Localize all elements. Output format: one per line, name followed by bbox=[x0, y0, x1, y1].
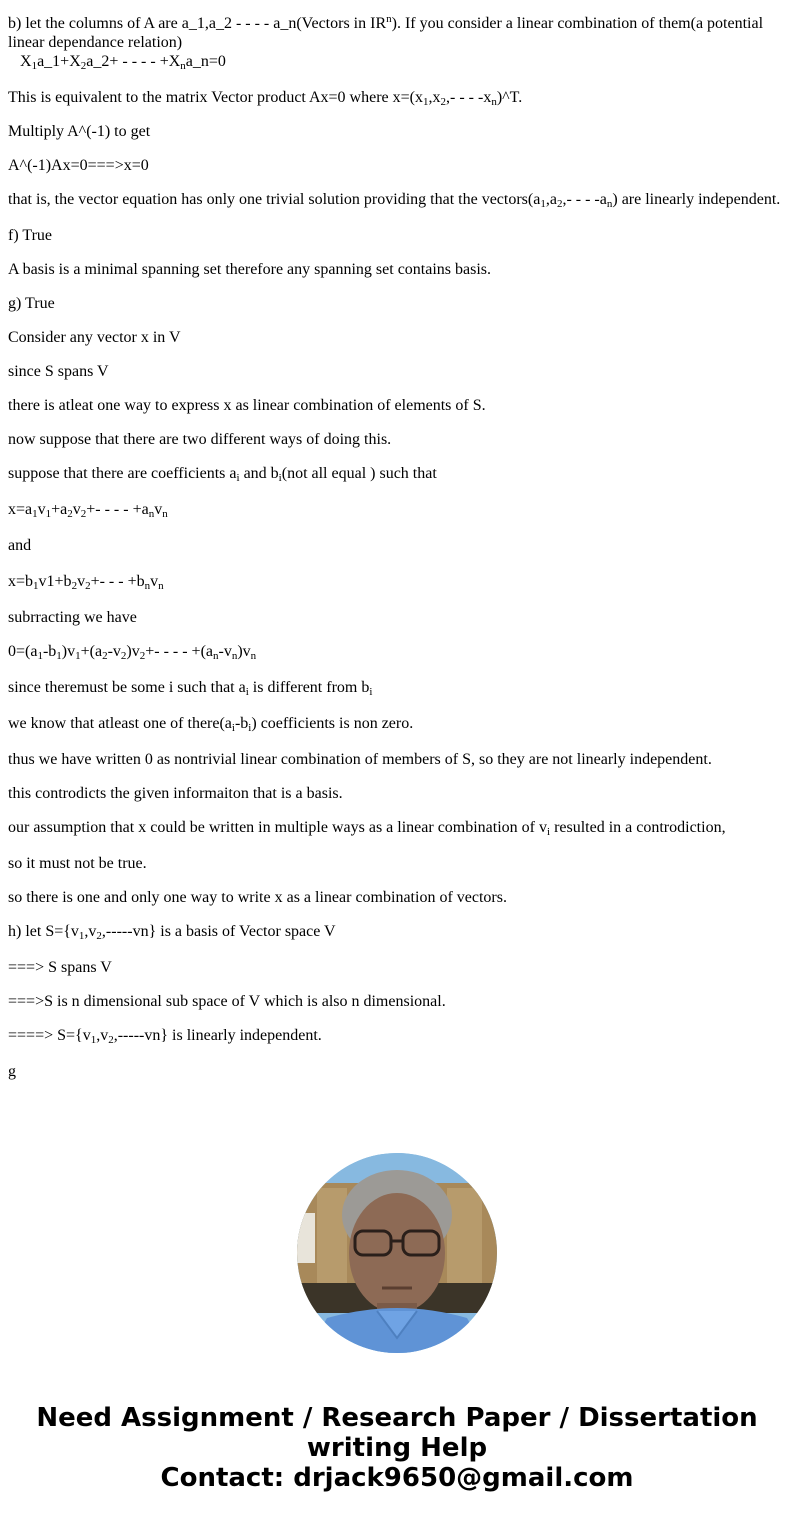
part-h-line: h) let $S=\{v_1,v_2,-----vn\}$ is a basis of Vector space V bbox=[8, 923, 336, 942]
multiply-statement: Multiply A^(-1) to get bbox=[8, 123, 151, 140]
part-g-line: now suppose that there are two different ways of doing this. bbox=[8, 431, 392, 448]
linear-combination-equation: $X_1a\_1+X_2a\_2+$ - - - - $+X_na\_n=0$ bbox=[20, 53, 226, 72]
avatar bbox=[297, 1153, 497, 1353]
equation-x-b: $x=b_1v1+b_2v_2+-$ - - $+b_nv_n$ bbox=[8, 573, 164, 592]
part-h-line: ====> $S=\{v_1,v_2,-----vn\}$ is linearly independent. bbox=[8, 1027, 322, 1046]
part-g-line: so there is one and only one way to write x as a linear combination of vectors. bbox=[8, 889, 507, 906]
part-f-text: A basis is a minimal spanning set therefore any spanning set contains basis. bbox=[8, 261, 492, 278]
part-g-line: there is atleat one way to express x as linear combination of elements of S. bbox=[8, 397, 486, 414]
part-h-line: ===> S spans V bbox=[8, 959, 112, 976]
equation-x-a: $x=a_1v_1+a_2v_2+-$ - - - $+a_nv_n$ bbox=[8, 501, 168, 520]
part-g-line: we know that atleast one of $there(a_i-b_i)$ coefficients is non zero. bbox=[8, 715, 414, 734]
part-h-line: ===>S is n dimensional sub space of V which is also n dimensional. bbox=[8, 993, 446, 1010]
part-g-line: Consider any vector x in V bbox=[8, 329, 181, 346]
part-f-heading: f) True bbox=[8, 227, 53, 244]
part-g-line: and bbox=[8, 537, 32, 554]
part-b-intro: b) let the columns of A are a_1,a_2 - - - - a_n(Vectors in $IR^n$). If you consider a linear combination of them(a potential linear dependance relation) $X_1a\_1+X_2a\_2+$ - - - - $+X_na\_n=0$ bbox=[8, 14, 786, 71]
part-h-line: g bbox=[8, 1063, 16, 1080]
contact-email: Contact: drjack9650@gmail.com bbox=[160, 1463, 634, 1493]
part-g-line: subrracting we have bbox=[8, 609, 137, 626]
part-g-heading: g) True bbox=[8, 295, 55, 312]
part-g-line: our assumption that x could be written in multiple ways as a linear combination of $v_i$ resulted in a controdiction, bbox=[8, 819, 726, 838]
part-b-conclusion: that is, the vector equation has only one trivial solution providing that the $vectors(a_1,a_2,-$ - - $-a_n$) are linearly independent. bbox=[8, 191, 781, 210]
promo-line: Need Assignment / Research Paper / Dissertation bbox=[36, 1403, 758, 1433]
promo-line: writing Help bbox=[306, 1433, 488, 1463]
part-g-line: so it must not be true. bbox=[8, 855, 147, 872]
equivalence-statement: This is equivalent to the matrix Vector product Ax=0 where $x=(x_1,x_2,-$ - - $-x_n)\^{}T$. bbox=[8, 89, 523, 108]
part-g-line: suppose that there are coefficients $a_i$ and $b_i(not$ all equal ) such that bbox=[8, 465, 437, 484]
part-g-line: thus we have written 0 as nontrivial linear combination of members of S, so they are not linearly independent. bbox=[8, 751, 712, 768]
part-g-line: this controdicts the given informaiton that is a basis. bbox=[8, 785, 343, 802]
part-g-line: since S spans V bbox=[8, 363, 109, 380]
equation-difference: $0=(a_1-b_1)v_1+(a_2-v_2)v_2+-$ - - - $+(a_n-v_n)v_n$ bbox=[8, 643, 257, 662]
promo-footer bbox=[0, 1403, 794, 1493]
portrait-image bbox=[297, 1153, 497, 1353]
result-statement: A^(-1)Ax=0===>x=0 bbox=[8, 157, 149, 174]
part-g-line: since theremust be some i such that $a_i$ is different from $b_i$ bbox=[8, 679, 373, 698]
